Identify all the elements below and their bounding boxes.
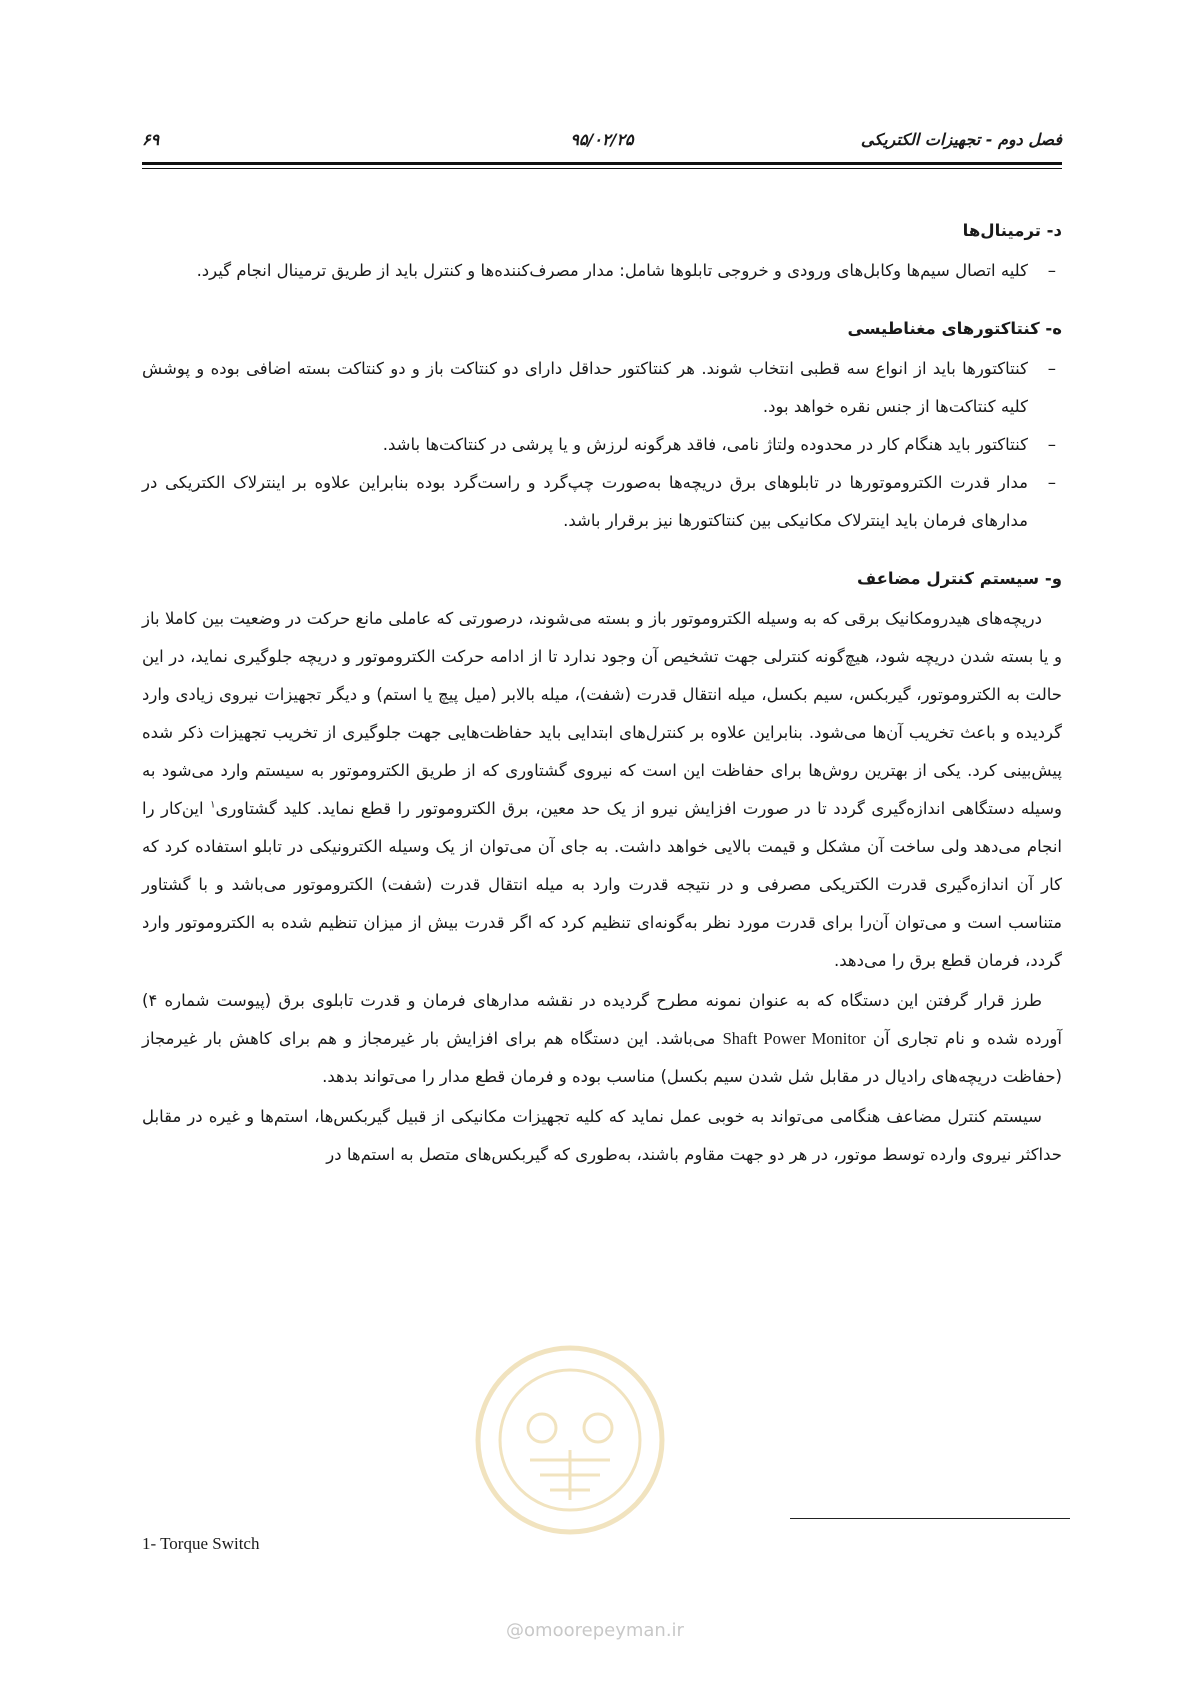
paragraph-dual-control-2 — [142, 982, 1062, 1096]
document-date: ۹۵/۰۲/۲۵ — [570, 130, 634, 149]
dash-bullet: – — [1047, 473, 1056, 492]
chapter-title: فصل دوم - تجهیزات الکتریکی — [860, 130, 1062, 149]
paragraph-dual-control-3: سیستم کنترل مضاعف هنگامی می‌تواند به خوبی عمل نماید که کلیه تجهیزات مکانیکی از قبیل گیربکس‌ها، استم‌ها و غیره در مقابل حداکثر نیروی وارده توسط موتور، در هر دو جهت مقاوم باشند، به‌طوری که گیربکس‌های متصل به استم‌ها در — [142, 1107, 1062, 1164]
paragraph-text: می‌باشد. این دستگاه هم برای افزایش بار غیرمجاز و هم برای کاهش بار غیرمجاز (حفاظت دریچه‌های رادیال در مقابل شل شدن سیم بکسل) مناسب بوده و فرمان قطع مدار را می‌تواند بدهد. — [142, 1029, 1062, 1086]
list-item-text: کنتاکتور باید هنگام کار در محدوده ولتاژ نامی، فاقد هرگونه لرزش و یا پرشی در کنتاکت‌ها باشد. — [382, 435, 1028, 454]
section-title-contactors: ه- کنتاکتورهای مغناطیسی — [847, 319, 1062, 338]
section-title-terminals: د- ترمینال‌ها — [962, 221, 1062, 240]
paragraph-dual-control-1 — [142, 600, 1062, 980]
dash-bullet: – — [1047, 359, 1056, 378]
paragraph-text: دریچه‌های هیدرومکانیک برقی که به وسیله الکتروموتور باز و بسته می‌شوند، درصورتی که عاملی مانع حرکت در وضعیت بین کاملا باز و یا بسته شدن دریچه شود، هیچ‌گونه کنترلی جهت تشخیص آن وجود ندارد تا از ادامه حرکت الکتروموتور و دریچه جلوگیری نماید، در این حالت به الکتروموتور، گیربکس، سیم بکسل، میله انتقال قدرت (شفت)، میله بالابر (میل پیچ یا استم) و دیگر تجهیزات نیروی زیادی وارد گردیده و باعث تخریب آن‌ها می‌شود. بنابراین علاوه بر کنترل‌های ابتدایی باید حفاظت‌هایی جهت جلوگیری از تخریب تجهیزات ذکر شده پیش‌بینی کرد. یکی از بهترین روش‌ها برای حفاظت این است که نیروی گشتاوری که از طریق الکتروموتور به سیستم وارد می‌شود به وسیله دستگاهی اندازه‌گیری گردد تا در صورت افزایش نیرو از یک حد معین، برق الکتروموتور را قطع نماید. کلید گشتاوری — [142, 609, 1062, 818]
header-rule-thin — [142, 168, 1062, 169]
product-name: Shaft Power Monitor — [722, 1029, 866, 1048]
list-item — [142, 464, 1062, 540]
dash-bullet: – — [1047, 435, 1056, 454]
contactors-list — [142, 350, 1062, 540]
footnote-marker: ۱ — [210, 799, 216, 811]
paragraph-text: این‌کار را انجام می‌دهد ولی ساخت آن مشکل و قیمت بالایی خواهد داشت. به جای آن می‌توان از یک وسیله الکترونیکی در تابلو استفاده کرد که کار آن اندازه‌گیری قدرت الکتریکی مصرفی و در نتیجه قدرت وارد به میله انتقال قدرت (شفت) الکتروموتور می‌باشد و با گشتاور متناسب است و می‌توان آن‌را برای قدرت مورد نظر به‌گونه‌ای تنظیم کرد که اگر قدرت بیش از میزان تنظیم شده به الکتروموتور وارد گردد، فرمان قطع برق را می‌دهد. — [142, 799, 1062, 970]
footnote-separator — [790, 1518, 1070, 1519]
seal-watermark — [470, 1340, 670, 1540]
footnote: 1- Torque Switch — [142, 1534, 260, 1553]
list-item — [142, 350, 1062, 426]
list-item — [142, 426, 1062, 464]
page-number: ۶۹ — [142, 130, 160, 149]
paragraph-text: طرز قرار گرفتن این دستگاه که به عنوان نمونه مطرح گردیده در نقشه مدارهای فرمان و قدرت تابلوی برق (پیوست شماره ۴) آورده شده و نام تجاری آن — [142, 991, 1062, 1048]
list-item-text: مدار قدرت الکتروموتورها در تابلوهای برق دریچه‌ها به‌صورت چپ‌گرد و راست‌گرد بوده بنابراین علاوه بر اینترلاک الکتریکی در مدارهای فرمان باید اینترلاک مکانیکی بین کنتاکتورها نیز برقرار باشد. — [142, 473, 1028, 530]
page-body — [142, 212, 1062, 1174]
section-title-dual-control: و- سیستم کنترل مضاعف — [856, 569, 1062, 588]
dash-bullet: – — [1047, 261, 1056, 280]
page-header — [142, 130, 1062, 156]
list-item — [142, 252, 1062, 290]
list-item-text: کلیه اتصال سیم‌ها وکابل‌های ورودی و خروجی تابلوها شامل: مدار مصرف‌کننده‌ها و کنترل باید از طریق ترمینال انجام گیرد. — [196, 261, 1028, 280]
terminals-list — [142, 252, 1062, 290]
list-item-text: کنتاکتورها باید از انواع سه قطبی انتخاب شوند. هر کنتاکتور حداقل دارای دو کنتاکت باز و دو کنتاکت بسته اضافی بوده و پوشش کلیه کنتاکت‌ها از جنس نقره خواهد بود. — [142, 359, 1028, 416]
watermark-site-text: @omoorepeyman.ir — [506, 1620, 684, 1641]
header-rule-thick — [142, 162, 1062, 165]
